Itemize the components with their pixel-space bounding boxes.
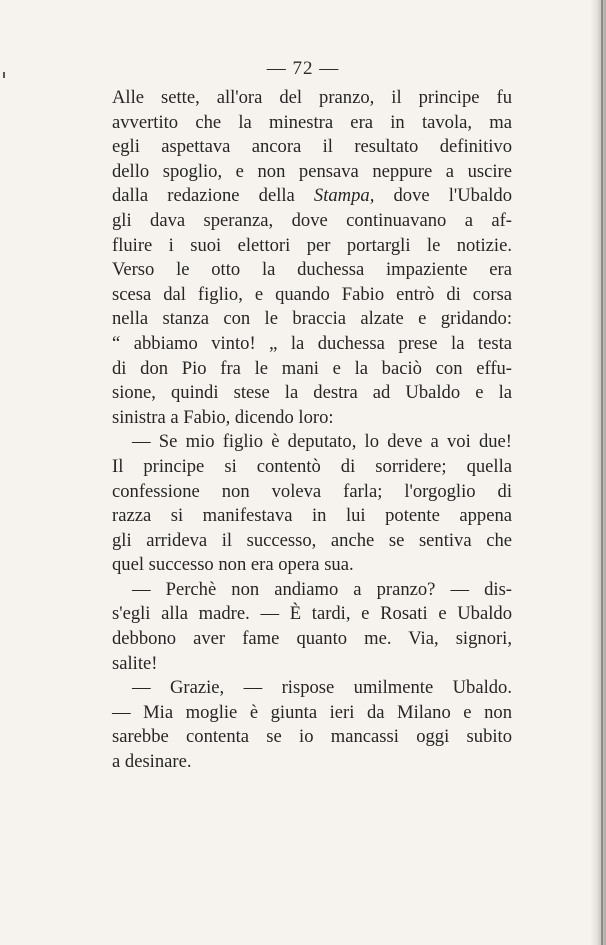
text-line: di don Pio fra le mani e la baciò con effu- [112, 357, 512, 379]
text-line: razza si manifestava in lui potente appena [112, 505, 512, 527]
body-text [112, 86, 512, 775]
text-line: — Mia moglie è giunta ieri da Milano e non [112, 701, 512, 723]
newspaper-title: Stampa, [313, 185, 375, 207]
text-line: Verso le otto la duchessa impaziente era [112, 259, 512, 281]
text-line: a desinare. [112, 751, 192, 773]
text-line: nella stanza con le braccia alzate e gridando: [112, 308, 512, 330]
text-line: Il principe si contentò di sorridere; quella [112, 455, 512, 477]
text-line: egli aspettava ancora il resultato definitivo [112, 136, 512, 158]
text-line: fluire i suoi elettori per portargli le notizie. [112, 234, 512, 256]
text-line: s'egli alla madre. — È tardi, e Rosati e Ubaldo [112, 603, 512, 625]
text-line: avvertito che la minestra era in tavola, ma [112, 111, 512, 133]
text-line: debbono aver fame quanto me. Via, signori, [112, 628, 512, 650]
page-edge-shadow [590, 0, 606, 945]
text-line: sarebbe contenta se io mancassi oggi subito [112, 726, 512, 748]
text-line: gli dava speranza, dove continuavano a af- [112, 209, 512, 231]
text-line: confessione non voleva farla; l'orgoglio di [112, 480, 512, 502]
text-line: — Grazie, — rispose umilmente Ubaldo. [132, 677, 512, 699]
text-line: gli arrideva il successo, anche se sentiva che [112, 529, 512, 551]
text-line: “ abbiamo vinto! „ la duchessa prese la testa [112, 332, 512, 354]
text-line: Alle sette, all'ora del pranzo, il principe fu [112, 87, 512, 108]
page-number: — 72 — [266, 58, 340, 79]
text-line: — Se mio figlio è deputato, lo deve a voi due! [132, 431, 512, 453]
page-edge-line [601, 0, 603, 945]
text-line: — Perchè non andiamo a pranzo? — dis- [132, 578, 512, 600]
text-line: salite! [112, 652, 158, 674]
text-line: sione, quindi stese la destra ad Ubaldo e la [112, 382, 512, 404]
text-line: sinistra a Fabio, dicendo loro: [112, 406, 334, 428]
text-segment: dove l'Ubaldo [393, 185, 512, 207]
text-segment: dalla redazione della [112, 185, 295, 207]
text-line: dello spoglio, e non pensava neppure a uscire [112, 160, 512, 182]
text-line: scesa dal figlio, e quando Fabio entrò di corsa [112, 283, 512, 305]
text-line [112, 184, 512, 209]
text-line: quel successo non era opera sua. [112, 554, 354, 576]
